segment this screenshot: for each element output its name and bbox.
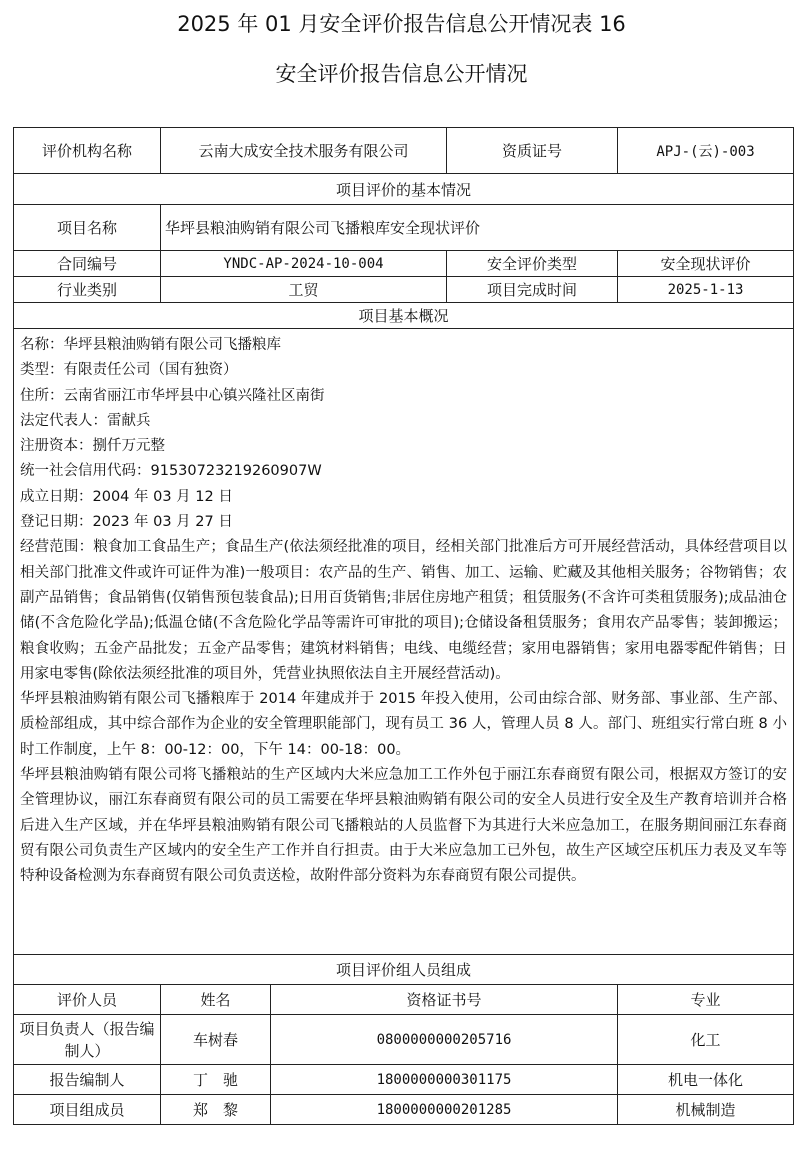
- overview-line: 住所：云南省丽江市华坪县中心镇兴隆社区南街: [20, 387, 325, 404]
- eval-type-value: 安全现状评价: [618, 251, 794, 277]
- finish-label: 项目完成时间: [447, 277, 618, 303]
- org-value: 云南大成安全技术服务有限公司: [161, 128, 447, 174]
- overview-paragraph: 华坪县粮油购销有限公司飞播粮库于 2014 年建成并于 2015 年投入使用，公司由综合部、财务部、事业部、生产部、质检部组成，其中综合部作为企业的安全管理职能部门，现有员工 36 人，管理人员 8 人。部门、班组实行常白班 8 小时工作制度，上午 8：00-12：00，下午 14：00-18：00。: [20, 691, 788, 758]
- team-name: 车树春: [161, 1015, 271, 1065]
- team-name: 丁 驰: [161, 1065, 271, 1095]
- document-title: 2025 年 01 月安全评价报告信息公开情况表 16: [177, 12, 626, 36]
- industry-label: 行业类别: [14, 277, 161, 303]
- team-cert: 1800000000301175: [271, 1065, 618, 1095]
- team-major: 机电一体化: [618, 1065, 794, 1095]
- team-role: 项目组成员: [14, 1095, 161, 1125]
- overview-section-title: 项目基本概况: [14, 303, 794, 329]
- contract-value: YNDC-AP-2024-10-004: [161, 251, 447, 277]
- team-cert: 0800000000205716: [271, 1015, 618, 1065]
- overview-line: 名称：华坪县粮油购销有限公司飞播粮库: [20, 337, 281, 353]
- contract-label: 合同编号: [14, 251, 161, 277]
- finish-value: 2025-1-13: [618, 277, 794, 303]
- team-header-role: 评价人员: [14, 985, 161, 1015]
- team-major: 机械制造: [618, 1095, 794, 1125]
- basic-section-title: 项目评价的基本情况: [14, 174, 794, 205]
- org-label: 评价机构名称: [14, 128, 161, 174]
- project-name-value: 华坪县粮油购销有限公司飞播粮库安全现状评价: [161, 205, 794, 251]
- overview-content: [14, 329, 794, 955]
- overview-paragraph: 经营范围：粮食加工食品生产；食品生产(依法须经批准的项目，经相关部门批准后方可开展经营活动，具体经营项目以相关部门批准文件或许可证件为准)一般项目：农产品的生产、销售、加工、运输、贮藏及其他相关服务；谷物销售；农副产品销售；食品销售(仅销售预包装食品);日用百货销售;非居住房地产租赁；租赁服务(不含许可类租赁服务);成品油仓储(不含危险化学品);低温仓储(不含危险化学品等需许可审批的项目);仓储设备租赁服务；食用农产品零售；装卸搬运；粮食收购；五金产品批发；五金产品零售；建筑材料销售；电线、电缆经营；家用电器销售；家用电器零配件销售；日用家电零售(除依法须经批准的项目外，凭营业执照依法自主开展经营活动)。: [20, 539, 788, 682]
- table-row: [14, 1015, 794, 1065]
- overview-line: 法定代表人：雷献兵: [20, 412, 151, 429]
- project-name-label: 项目名称: [14, 205, 161, 251]
- overview-line: 登记日期：2023 年 03 月 27 日: [20, 514, 233, 531]
- cert-value: APJ-(云)-003: [618, 128, 794, 174]
- team-section-title: 项目评价组人员组成: [14, 955, 794, 985]
- team-header-name: 姓名: [161, 985, 271, 1015]
- team-header-major: 专业: [618, 985, 794, 1015]
- overview-paragraph: 华坪县粮油购销有限公司将飞播粮站的生产区域内大米应急加工工作外包于丽江东春商贸有限公司，根据双方签订的安全管理协议，丽江东春商贸有限公司的员工需要在华坪县粮油购销有限公司的安全人员进行安全及生产教育培训并合格后进入生产区域，并在华坪县粮油购销有限公司飞播粮站的人员监督下为其进行大米应急加工，在服务期间丽江东春商贸有限公司负责生产区域内的安全生产工作并自行担责。由于大米应急加工已外包，故生产区域空压机压力表及叉车等特种设备检测为东春商贸有限公司负责送检，故附件部分资料为东春商贸有限公司提供。: [20, 767, 788, 885]
- team-major: 化工: [618, 1015, 794, 1065]
- eval-type-label: 安全评价类型: [447, 251, 618, 277]
- overview-line: 类型：有限责任公司（国有独资）: [20, 362, 238, 379]
- team-cert: 1800000000201285: [271, 1095, 618, 1125]
- cert-label: 资质证号: [447, 128, 618, 174]
- overview-line: 成立日期：2004 年 03 月 12 日: [20, 488, 233, 505]
- table-row: [14, 1065, 794, 1095]
- table-row: [14, 1095, 794, 1125]
- team-name: 郑 黎: [161, 1095, 271, 1125]
- document-subtitle: 安全评价报告信息公开情况: [275, 62, 528, 86]
- overview-line: 统一社会信用代码：91530723219260907W: [20, 463, 322, 480]
- team-role: 报告编制人: [14, 1065, 161, 1095]
- team-header-cert: 资格证书号: [271, 985, 618, 1015]
- report-table: [13, 127, 794, 1125]
- overview-line: 注册资本：捌仟万元整: [20, 438, 165, 455]
- team-role: 项目负责人（报告编制人）: [14, 1015, 161, 1065]
- industry-value: 工贸: [161, 277, 447, 303]
